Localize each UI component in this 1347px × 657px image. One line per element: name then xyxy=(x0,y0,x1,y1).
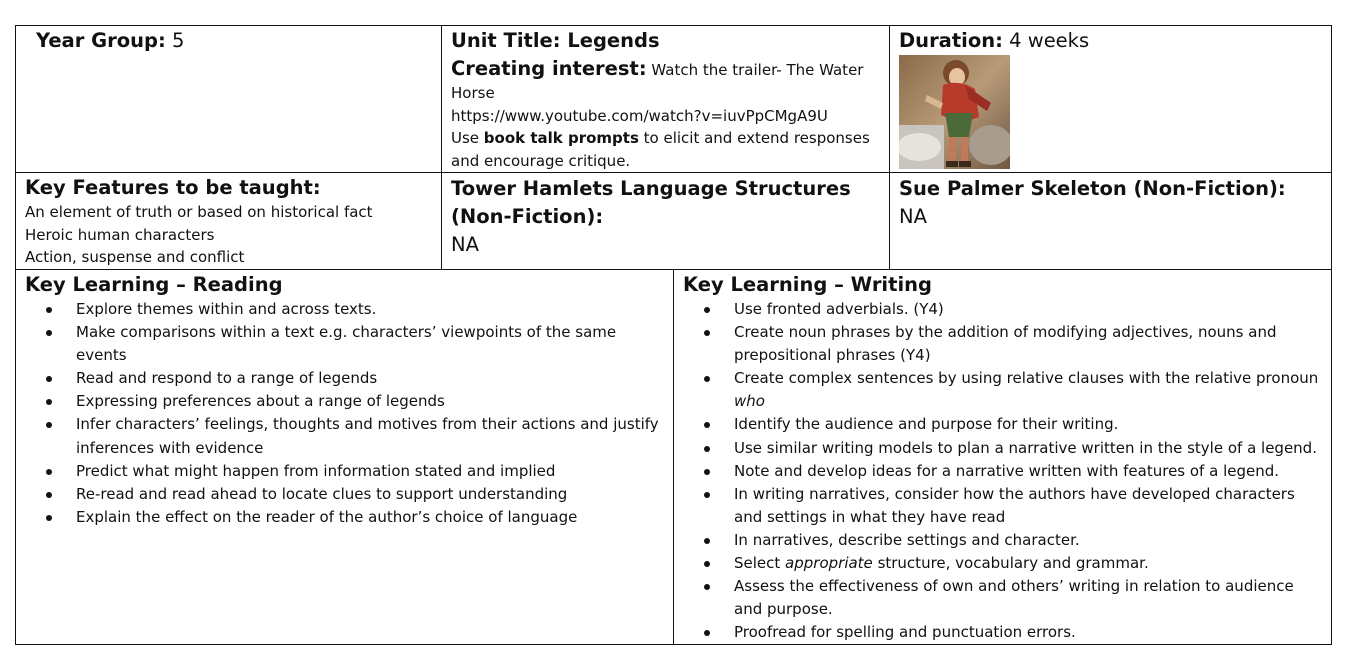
skeleton-title: Sue Palmer Skeleton (Non-Fiction): xyxy=(899,177,1286,200)
skeleton-cell xyxy=(889,172,1332,270)
creating-interest-label: Creating interest: xyxy=(451,57,647,80)
book-talk-prompts: book talk prompts xyxy=(483,129,639,147)
language-structures-value: NA xyxy=(451,233,479,256)
writing-item: Proofread for spelling and punctuation errors. xyxy=(674,621,1324,644)
reading-item: Expressing preferences about a range of legends xyxy=(16,390,660,413)
writing-title: Key Learning – Writing xyxy=(683,273,932,296)
relative-pronoun: who xyxy=(734,392,765,411)
writing-item: Use similar writing models to plan a narrative written in the style of a legend. xyxy=(674,437,1324,460)
key-features-cell xyxy=(15,172,442,270)
reading-item: Re-read and read ahead to locate clues to support understanding xyxy=(16,483,660,506)
language-structures-title: Tower Hamlets Language Structures (Non-Fiction): xyxy=(451,177,851,228)
writing-item: Create complex sentences by using relative clauses with the relative pronoun who xyxy=(674,367,1324,413)
book-talk-pre: Use xyxy=(451,129,484,147)
year-group xyxy=(36,28,184,54)
skeleton-value: NA xyxy=(899,205,927,228)
creating-interest xyxy=(451,56,871,105)
key-feature-item: Action, suspense and conflict xyxy=(25,248,245,266)
reading-item: Explore themes within and across texts. xyxy=(16,298,660,321)
writing-list xyxy=(674,298,1324,644)
writing-item: Create noun phrases by the addition of modifying adjectives, nouns and prepositional phrases (Y4) xyxy=(674,321,1324,367)
book-talk-text xyxy=(451,127,871,172)
reading-item: Make comparisons within a text e.g. characters’ viewpoints of the same events xyxy=(16,321,660,367)
creating-interest-text: Watch the trailer- The Water Horse xyxy=(451,61,864,102)
language-structures-cell xyxy=(441,172,890,270)
reading-item: Infer characters’ feelings, thoughts and motives from their actions and justify inferences with evidence xyxy=(16,413,660,459)
writing-item: Identify the audience and purpose for their writing. xyxy=(674,413,1324,436)
reading-item: Predict what might happen from information stated and implied xyxy=(16,460,660,483)
reading-item: Read and respond to a range of legends xyxy=(16,367,660,390)
writing-item: Select appropriate structure, vocabulary and grammar. xyxy=(674,552,1324,575)
unit-title: Unit Title: Legends xyxy=(451,29,660,52)
book-talk-post: to elicit and extend responses and encourage critique. xyxy=(451,129,870,170)
unit-title-cell xyxy=(441,25,890,173)
key-feature-item: An element of truth or based on historical fact xyxy=(25,203,373,221)
writing-item: In narratives, describe settings and character. xyxy=(674,529,1324,552)
duration-label: Duration: xyxy=(899,29,1003,52)
reading-cell xyxy=(15,269,674,645)
reading-list xyxy=(16,298,660,529)
reading-item: Explain the effect on the reader of the author’s choice of language xyxy=(16,506,660,529)
duration xyxy=(899,28,1089,54)
writing-item: Note and develop ideas for a narrative written with features of a legend. xyxy=(674,460,1324,483)
appropriate-word: appropriate xyxy=(785,554,873,573)
year-group-cell xyxy=(15,25,442,173)
trailer-link[interactable]: https://www.youtube.com/watch?v=iuvPpCMgA9U xyxy=(451,106,828,125)
writing-cell xyxy=(673,269,1332,645)
reading-title: Key Learning – Reading xyxy=(25,273,283,296)
writing-item: Use fronted adverbials. (Y4) xyxy=(674,298,1324,321)
legend-character-painting-icon xyxy=(899,55,1010,169)
key-features-title: Key Features to be taught: xyxy=(25,176,321,199)
duration-value: 4 weeks xyxy=(1002,29,1090,52)
year-group-label: Year Group: xyxy=(36,29,166,52)
year-group-value: 5 xyxy=(165,29,185,52)
key-feature-item: Heroic human characters xyxy=(25,225,215,244)
legend-character-picture xyxy=(899,55,1010,169)
writing-item: Assess the effectiveness of own and others’ writing in relation to audience and purpose. xyxy=(674,575,1324,621)
writing-item: In writing narratives, consider how the authors have developed characters and settings in what they have read xyxy=(674,483,1324,529)
